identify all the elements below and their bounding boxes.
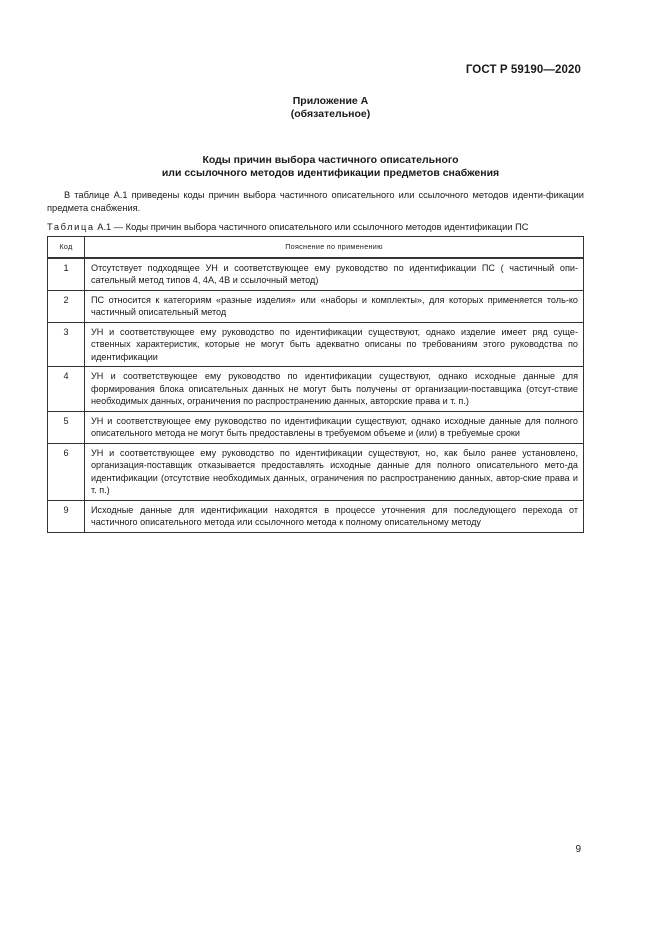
standard-designation: ГОСТ Р 59190—2020 [465, 64, 581, 76]
explanation-cell: Отсутствует подходящее УН и соответствующее ему руководство по идентификации ПС ( частичный опи-сательный метод типов 4, 4А, 4В и ссылочный метод) [85, 258, 584, 291]
code-cell: 5 [48, 411, 85, 443]
explanation-cell: ПС относится к категориям «разные изделия» или «наборы и комплекты», для которых применяется толь-ко частичный описательный метод [85, 290, 584, 322]
explanation-cell: Исходные данные для идентификации находятся в процессе уточнения для последующего перехода от частичного описательного метода или ссылочного метода к полному описательному методу [85, 500, 584, 532]
table-caption [47, 221, 587, 233]
code-cell: 1 [48, 258, 85, 291]
explanation-cell: УН и соответствующее ему руководство по идентификации существуют, но, как было ранее установлено, организация-поставщик отказывается предоставлять исходные данные для полного описательного мето-да идентификации (отсутствие необходимых данных, ограничения по распространению данных, автор-ские права и т. п.) [85, 443, 584, 500]
table-row [48, 290, 584, 322]
section-title-line-2: или ссылочного методов идентификации предметов снабжения [161, 167, 500, 179]
explanation-cell: УН и соответствующее ему руководство по идентификации существуют, однако исходные данные для полного описательного метода не могут быть предоставлены в требуемом объеме и (или) в требуемые сроки [85, 411, 584, 443]
code-cell: 2 [48, 290, 85, 322]
intro-paragraph: В таблице А.1 приведены коды причин выбора частичного описательного или ссылочного методов иденти-фикации предмета снабжения. [47, 190, 584, 213]
code-cell: 3 [48, 322, 85, 367]
table-row [48, 500, 584, 532]
table-header-row [48, 237, 584, 258]
explanation-cell: УН и соответствующее ему руководство по идентификации существуют, однако изделие имеет ряд суще-ственных характеристик, которые не могут быть адекватно описаны по требованиям этого руководства по идентификации [85, 322, 584, 367]
table-caption-text: А.1 — Коды причин выбора частичного описательного или ссылочного методов идентификации ПС [94, 222, 529, 232]
table-row [48, 367, 584, 412]
explanation-cell: УН и соответствующее ему руководство по идентификации существуют, однако исходные данные для формирования блока описательных данных не могут быть получены от организации-поставщика (отсут-ствие необходимых данных, ограничения по распространению данных, авторские права и т. п.) [85, 367, 584, 412]
table-row [48, 322, 584, 367]
codes-table [47, 236, 584, 533]
annex-title: Приложение А [292, 95, 369, 107]
column-header-explanation: Пояснение по применению [85, 237, 584, 258]
code-cell: 4 [48, 367, 85, 412]
annex-heading [0, 95, 661, 121]
section-title [0, 154, 661, 180]
table-row [48, 411, 584, 443]
code-cell: 9 [48, 500, 85, 532]
table-caption-prefix: Таблица [47, 222, 95, 232]
table-row [48, 443, 584, 500]
table-row [48, 258, 584, 291]
code-cell: 6 [48, 443, 85, 500]
section-title-line-1: Коды причин выбора частичного описательного [202, 154, 459, 166]
annex-status: (обязательное) [290, 108, 371, 120]
column-header-code: Код [48, 237, 85, 258]
page-number: 9 [575, 844, 581, 855]
